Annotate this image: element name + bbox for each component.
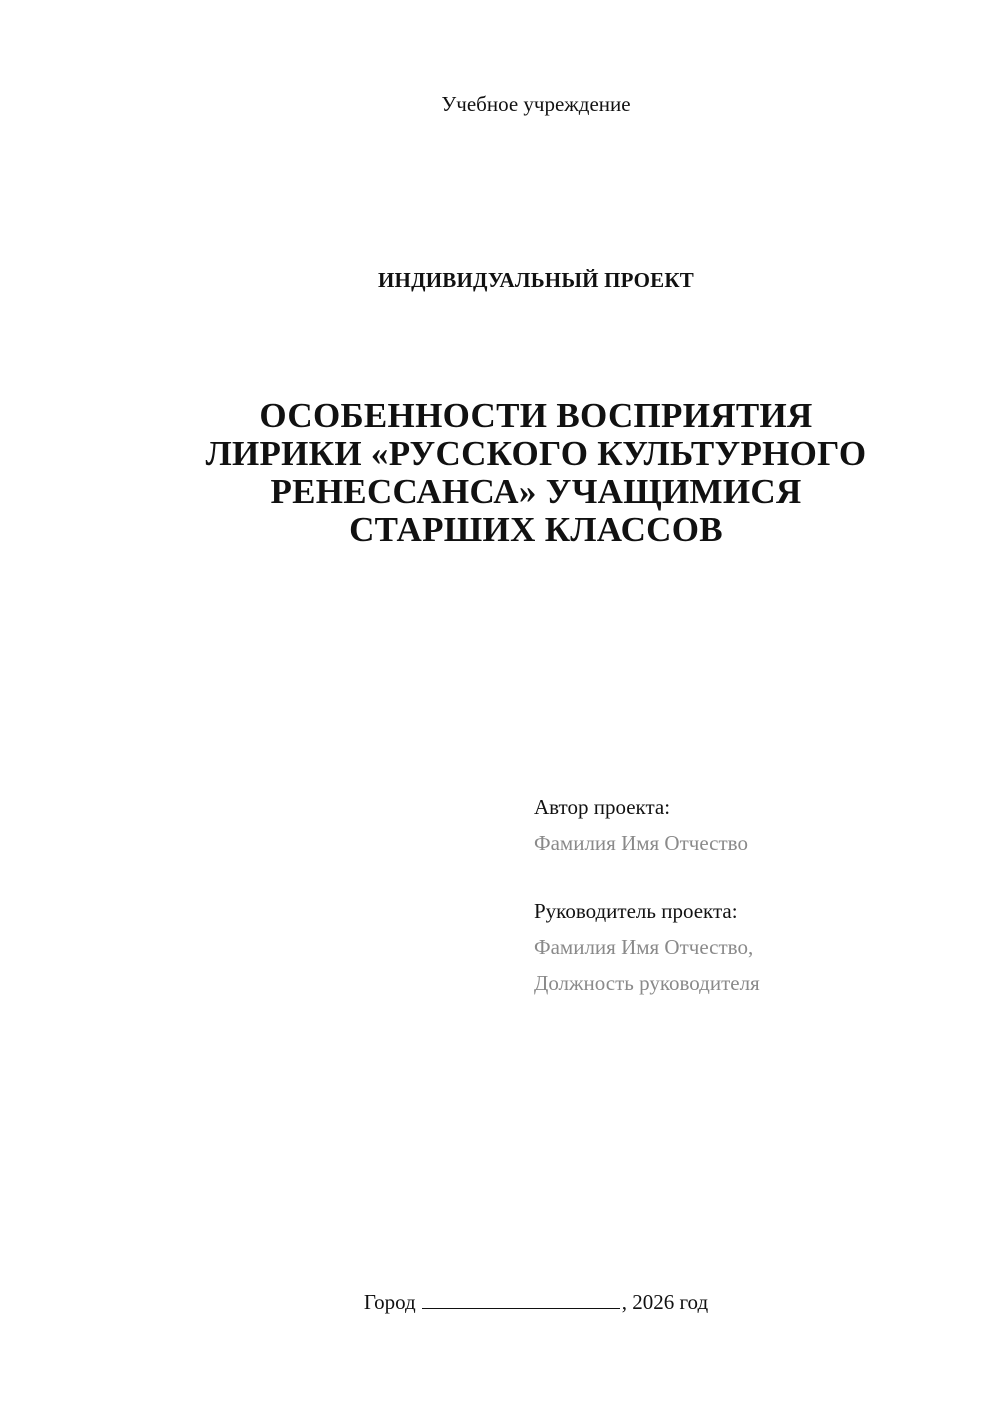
year-text: , 2026 год <box>621 1290 709 1314</box>
city-blank-line <box>422 1290 620 1309</box>
credits-block <box>534 789 760 1001</box>
supervisor-position: Должность руководителя <box>534 971 760 995</box>
supervisor-label: Руководитель проекта: <box>534 899 738 923</box>
project-title-line: РЕНЕССАНСА» УЧАЩИМИСЯ <box>270 472 802 511</box>
credits-spacer <box>534 861 760 893</box>
institution-name: Учебное учреждение <box>441 92 631 116</box>
project-type-heading: ИНДИВИДУАЛЬНЫЙ ПРОЕКТ <box>378 268 694 292</box>
project-title-line: ЛИРИКИ «РУССКОГО КУЛЬТУРНОГО <box>205 434 867 473</box>
project-title-line: СТАРШИХ КЛАССОВ <box>349 510 723 549</box>
city-label: Город <box>363 1290 416 1314</box>
author-name: Фамилия Имя Отчество <box>534 831 748 855</box>
project-title-line: ОСОБЕННОСТИ ВОСПРИЯТИЯ <box>259 396 813 435</box>
project-title <box>120 397 952 549</box>
footer-city-year <box>0 1290 1000 1315</box>
supervisor-name: Фамилия Имя Отчество, <box>534 935 754 959</box>
author-label: Автор проекта: <box>534 795 671 819</box>
